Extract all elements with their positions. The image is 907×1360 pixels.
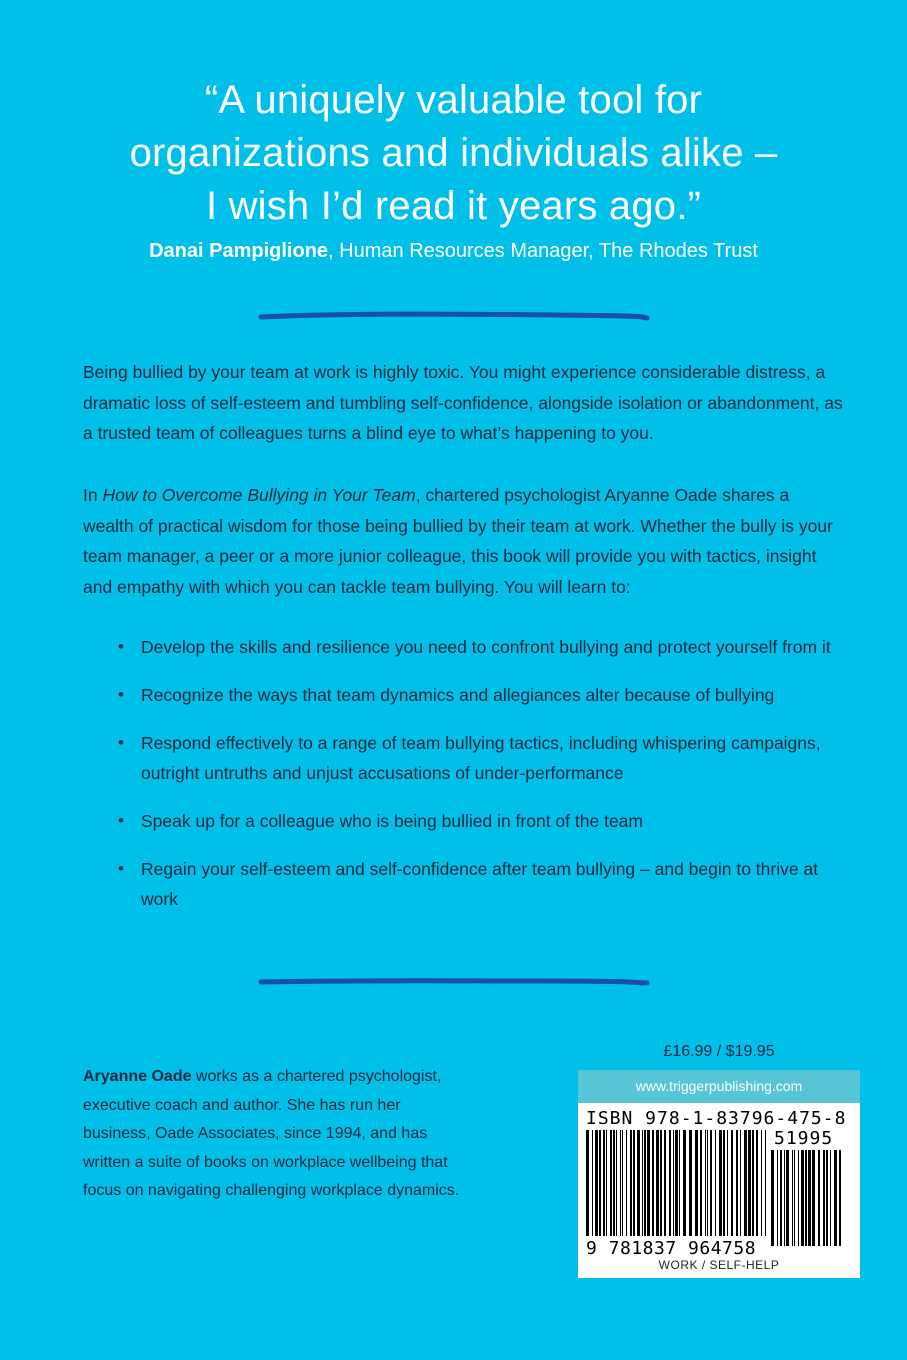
barcode-bar [707,1130,708,1236]
barcode-bar [784,1150,785,1246]
barcode-bar [834,1150,837,1246]
list-item-text: Recognize the ways that team dynamics and allegiances alter because of bullying [141,685,775,705]
author-name: Aryanne Oade [83,1068,192,1085]
bullet-icon: • [118,811,124,830]
list-item [83,680,843,710]
barcode-bar [765,1130,766,1236]
list-item-text: Respond effectively to a range of team bullying tactics, including whispering campaigns, outright untruths and unjust accusations of under-performance [141,733,821,783]
barcode-bar [761,1130,762,1236]
barcode-bar [748,1130,751,1236]
book-title: How to Overcome Bullying in Your Team [102,485,416,505]
barcode-bar [777,1150,778,1246]
barcode-bar [705,1130,706,1236]
barcode-bar [801,1150,804,1246]
author-bio [83,1063,463,1206]
barcode-bar [823,1150,825,1246]
barcode-panel [578,1070,860,1278]
barcode-bar [606,1130,607,1236]
paragraph-prefix: In [83,485,103,505]
barcode-bar [818,1150,820,1246]
bullet-icon: • [118,685,124,704]
barcode-bar [669,1130,671,1236]
barcode-bar [695,1130,698,1236]
barcode-bar [731,1130,733,1236]
divider-top [258,309,650,323]
learning-list [83,632,843,932]
barcode-bar [644,1130,646,1236]
list-item [83,806,843,836]
quote-attribution [0,240,907,263]
barcode-bar [752,1130,754,1236]
bullet-icon: • [118,733,124,752]
barcode-bar [736,1130,738,1236]
barcode-bar [637,1130,640,1236]
barcode-bar [792,1150,793,1246]
barcode-bar [603,1130,605,1236]
barcode-bar [647,1130,650,1236]
quote-block [0,74,907,233]
list-item [83,728,843,788]
barcode-bar [642,1130,643,1236]
supplement-digits: 51995 [774,1128,834,1149]
list-item [83,854,843,914]
barcode-bar [675,1130,678,1236]
paragraph-rest: , chartered psychologist Aryanne Oade shares a wealth of practical wisdom for those being bullied by their team at work. Whether the bully is your team manager, a peer or a more junior colleague, this book will provide you with tactics, insight and empathy with which you can tackle team bullying. You will learn to: [83,485,833,597]
quote-line-3: I wish I’d read it years ago.” [205,184,702,228]
barcode-bar [719,1130,722,1236]
isbn-label: ISBN 978-1-83796-475-8 [586,1108,847,1129]
price-label: £16.99 / $19.95 [663,1043,775,1060]
barcode-bar [839,1150,841,1246]
barcode-bar [626,1130,627,1236]
ean-digits: 9 781837 964758 [586,1238,757,1259]
list-item-text: Regain your self-esteem and self-confidence after team bullying – and begin to thrive at work [141,859,819,909]
author-bio-text: works as a chartered psychologist, executive coach and author. She has run her business, Oade Associates, since 1994, and has written a suite of books on workplace wellbeing that focus on navigating challenging workplace dynamics. [83,1068,460,1199]
barcode-bar [756,1130,758,1236]
barcode-bar [613,1130,615,1236]
list-item-text: Develop the skills and resilience you need to confront bullying and protect yourself from it [141,637,831,657]
barcode-bar [660,1130,662,1236]
barcode-bar [798,1150,799,1246]
bullet-icon: • [118,859,124,878]
barcode-bar [599,1130,601,1236]
barcode-bar [610,1130,612,1236]
barcode-bar [656,1130,659,1236]
list-item-text: Speak up for a colleague who is being bullied in front of the team [141,811,643,831]
attribution-role: , Human Resources Manager, The Rhodes Trust [328,240,758,262]
barcode-bar [805,1150,807,1246]
ean-barcode [586,1130,766,1240]
attribution-name: Danai Pampiglione [149,240,329,262]
description-paragraph-2 [83,480,843,602]
quote-line-2: organizations and individuals alike – [129,131,778,175]
supplement-barcode [771,1150,843,1246]
divider-bottom [258,975,650,989]
barcode-bar [812,1150,815,1246]
barcode-bar [586,1130,589,1236]
barcode-bar [727,1130,728,1236]
barcode-bar [616,1130,617,1236]
barcode-bar [700,1130,702,1236]
barcode-bar [689,1130,692,1236]
barcode-bar [620,1130,621,1236]
barcode-bar [808,1150,811,1246]
publisher-url: www.triggerpublishing.com [578,1070,860,1103]
barcode-bar [595,1130,598,1236]
barcode-bar [771,1150,774,1246]
barcode-bar [715,1130,716,1236]
barcode-bar [740,1130,741,1236]
barcode-bar [744,1130,747,1236]
list-item [83,632,843,662]
barcode-bar [710,1130,712,1236]
barcode-bar [679,1130,680,1236]
barcode-bar [652,1130,654,1236]
bullet-icon: • [118,637,124,656]
barcode-bar [630,1130,632,1236]
barcode-bar [664,1130,666,1236]
barcode-bar [622,1130,623,1236]
description-paragraph-1: Being bullied by your team at work is highly toxic. You might experience considerable distress, a dramatic loss of self-esteem and tumbling self-confidence, alongside isolation or abandonment, as a trusted team of colleagues turns a blind eye to what’s happening to you. [83,362,843,443]
barcode-bar [592,1130,593,1236]
barcode-bar [780,1150,782,1246]
quote-line-1: “A uniquely valuable tool for [204,78,703,122]
barcode-bar [830,1150,831,1246]
barcode-bar [723,1130,725,1236]
barcode-bar [683,1130,686,1236]
barcode-bar [794,1150,795,1246]
book-category: WORK / SELF-HELP [658,1258,780,1272]
barcode-bar [786,1150,789,1246]
barcode-bar [633,1130,635,1236]
barcode-bar [673,1130,674,1236]
barcode-bar [826,1150,828,1246]
